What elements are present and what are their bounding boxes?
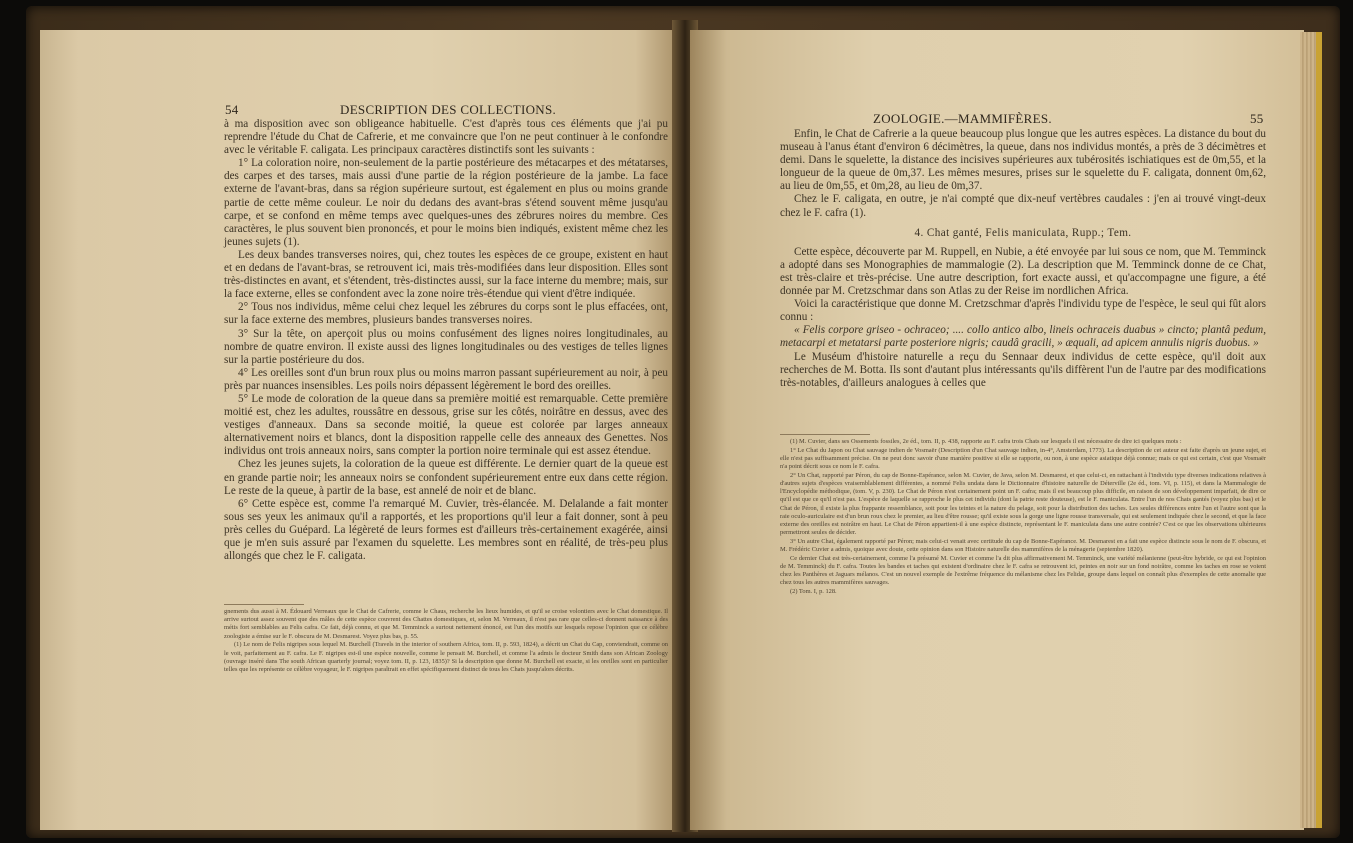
- footnotes: [224, 608, 668, 675]
- paragraph: Chez le F. caligata, en outre, je n'ai compté que dix-neuf vertèbres caudales : j'en ai trouvé vingt-deux chez le F. cafra (1).: [780, 193, 1266, 219]
- latin-quote: « Felis corpore griseo - ochraceo; .... collo antico albo, lineis ochraceis duabus » cincto; plantâ pedum, metacarpi et metatarsi parte posteriore nigris; caudâ gracili, » æquali, ad apicem annulis nigris duobus. »: [780, 324, 1266, 350]
- paragraph: Chez les jeunes sujets, la coloration de la queue est différente. Le dernier quart de la queue est en grande partie noir; les anneaux noirs se confondent supérieurement entre eux dans cette région. Le reste de la queue, à partir de la base, est annelé de noir et de blanc.: [224, 458, 668, 497]
- paragraph: 3° Sur la tête, on aperçoit plus ou moins confusément des lignes noires longitudinales, au nombre de quatre environ. Il existe aussi des lignes longitudinales ou des vestiges de telles lignes sur la partie postérieure du dos.: [224, 327, 668, 366]
- paragraph: Les deux bandes transverses noires, qui, chez toutes les espèces de ce groupe, existent en haut et en dedans de l'avant-bras, se retrouvent ici, mais très-modifiées dans leur disposition. Elles sont très-distinctes en avant, et s'étendent, très-distinctes aussi, sur la face interne du membre; mais, sur la face externe, elles se confondent avec la zone noire très-étendue qui vient d'être indiquée.: [224, 248, 668, 301]
- running-title: DESCRIPTION DES COLLECTIONS.: [340, 102, 557, 117]
- footnote: 3° Un autre Chat, également rapporté par Péron; mais celui-ci venait avec certitude du cap de Bonne-Espérance. M. Desmarest en a fait une espèce distincte sous le nom de F. obscura, et M. Frédéric Cuvier a admis, quoique avec doute, cette opinion dans son Histoire naturelle des mammifères de la ménagerie (septembre 1820).: [780, 537, 1266, 554]
- paragraph: 4° Les oreilles sont d'un brun roux plus ou moins marron passant supérieurement au noir, à peu près par nuances insensibles. Les poils noirs dépassent légèrement le bord des oreilles.: [224, 366, 668, 392]
- main-text: [224, 118, 668, 563]
- paragraph: à ma disposition avec son obligeance habituelle. C'est d'après tous ces éléments que j'ai pu reprendre l'étude du Chat de Cafrerie, et me convaincre que l'on ne peut continuer à le confondre avec le véritable F. caligata. Les principaux caractères distinctifs sont les suivants :: [224, 118, 668, 157]
- running-title: ZOOLOGIE.—MAMMIFÈRES.: [873, 111, 1052, 126]
- footnote: (1) Le nom de Felis nigripes sous lequel M. Burchell (Travels in the interior of southern Africa, tom. II, p. 593, 1824), a décrit un Chat du Cap, conviendrait, comme on le voit, parfaitement au F. cafra. Le F. nigripes est-il une espèce nouvelle, comme le pensait M. Burchell, et comme l'a admis le docteur Smith dans son African Zoology (ouvrage inséré dans The south African quarterly journal; voyez tom. II, p. 123, 1835)? Si la description que donne M. Burchell est exacte, si les oreilles sont en particulier telles que les représente ce célèbre voyageur, le F. nigripes paraîtrait en effet spécifiquement distinct de tous les Chats jusqu'alors décrits.: [224, 641, 668, 673]
- paragraph: Le Muséum d'histoire naturelle a reçu du Sennaar deux individus de cette espèce, qu'il doit aux recherches de M. Botta. Ils sont d'autant plus intéressants qu'ils diffèrent l'un de l'autre par des modifications très-notables, d'ailleurs analogues à celles que: [780, 350, 1266, 389]
- footnote: Ce dernier Chat est très-certainement, comme l'a présumé M. Cuvier et comme l'a dit plus affirmativement M. Temminck, une variété mélanienne (peut-être hybride, ce qui est l'opinion de M. Temminck) du F. cafra. Toutes les bandes et taches qui existent d'ordinaire chez le F. cafra se retrouvent ici, peintes en noir sur un fond noirâtre, comme les taches en rose se voient chez les Panthères et Jaguars mélanos. C'est un nouvel exemple de l'extrême fréquence du mélanisme chez les Felidæ, groupe dans lequel on connaît plus d'exemples de cette anomalie que chez tous les autres mammifères sauvages.: [780, 554, 1266, 587]
- main-text: [780, 128, 1266, 390]
- paragraph: 1° La coloration noire, non-seulement de la partie postérieure des métacarpes et des métatarses, des carpes et des tarses, mais aussi d'une partie de la région postérieure de la jambe. La face externe de l'avant-bras, dans sa région supérieure surtout, est également en plus ou moins grande partie de cette même couleur. Le noir du dedans des avant-bras s'étend souvent même jusqu'au carpe, et se confond en même temps avec quelques-unes des zébrures noires du membre. Ces caractères, le plus souvent bien prononcés, et pour le moins bien indiqués, existent même chez les jeunes sujets (1).: [224, 157, 668, 248]
- footnotes: [780, 438, 1266, 597]
- page-number: 54: [225, 102, 239, 117]
- footnote: (2) Tom. I, p. 128.: [790, 588, 837, 596]
- paragraph: 5° Le mode de coloration de la queue dans sa première moitié est remarquable. Cette première moitié est, chez les adultes, roussâtre en dessous, grise sur les côtés, noirâtre en dessus, avec des vestiges d'anneaux. Dans sa seconde moitié, la queue est colorée par larges anneaux alternativement noirs et blancs, dont la disposition rappelle celle des anneaux des Genettes. Nos individus ont trois anneaux noirs, sans compter la portion noire terminale qui est assez étendue.: [224, 392, 668, 458]
- footnote: 1° Le Chat du Japon ou Chat sauvage indien de Vosmaër (Description d'un Chat sauvage indien, in-4°, Amsterdam, 1773). La description de cet auteur est faite d'après un jeune sujet, et elle n'est pas suffisamment précise. On ne peut donc savoir d'une manière positive si elle se rapporte, ou non, à une espèce asiatique déjà connue; mais ce qui est certain, c'est que Vosmaër n'a point décrit sous ce nom le F. cafra.: [780, 446, 1266, 471]
- footnote-rule: [780, 434, 870, 435]
- footnote: (1) M. Cuvier, dans ses Ossements fossiles, 2e éd., tom. II, p. 438, rapporte au F. cafra trois Chats sur lesquels il est nécessaire de dire ici quelques mots :: [790, 438, 1182, 445]
- footnote: gnements dus aussi à M. Édouard Verreaux que le Chat de Cafrerie, comme le Chaus, recherche les lieux humides, et qu'il se croise volontiers avec le Chat domestique. Il arrive surtout assez souvent que des mâles de cette espèce couvrent des Chattes domestiques, et, selon M. Verreaux, il n'est pas rare que celles-ci donnent naissance à des métis fort semblables au Felis cafra. Ce fait, déjà connu, et que M. Temminck a surtout nettement énoncé, est l'un des motifs sur lesquels repose l'opinion que ce célèbre zoologiste a émise sur le F. obscura de M. Desmarest. Voyez plus bas, p. 55.: [224, 608, 668, 640]
- page-number: 55: [1250, 111, 1264, 126]
- paragraph: 6° Cette espèce est, comme l'a remarqué M. Cuvier, très-élancée. M. Delalande a fait monter sous ses yeux les animaux qu'il a rapportés, et les proportions qu'il leur a fait donner, sont à peu près celles du Guépard. La légèreté de leurs formes est d'ailleurs très-certainement exagérée, ainsi que je m'en suis assuré par l'examen du squelette. Les membres sont en réalité, de très-peu plus allongés que chez le F. caligata.: [224, 497, 668, 563]
- paragraph: Enfin, le Chat de Cafrerie a la queue beaucoup plus longue que les autres espèces. La distance du bout du museau à l'anus étant d'environ 6 décimètres, la queue, dans nos individus montés, a près de 3 décimètres et demi. Dans le squelette, la distance des incisives supérieures aux tubérosités ischiatiques est de 0m,55, et la longueur de la queue de 0m,37. Les mêmes mesures, prises sur le squelette du F. caligata, donnent 0m,62, au lieu de 0m,55, et 0m,28, au lieu de 0m,37.: [780, 128, 1266, 193]
- footnote: 2° Un Chat, rapporté par Péron, du cap de Bonne-Espérance, selon M. Cuvier, de Java, selon M. Desmarest, et que celui-ci, en rattachant à l'individu type diverses indications relatives à d'autres sujets d'espèces vraisemblablement différentes, a nommé Felis undata dans le Dictionnaire d'histoire naturelle de Déterville (2e éd., tom. VI, p. 115), et dans la Mammalogie de l'Encyclopédie méthodique, (tom. V, p. 230). Le Chat de Péron n'est certainement point un F. cafra; mais il est beaucoup plus difficile, en raison de son développement imparfait, de dire ce qu'il est que ce qu'il n'est pas. L'espèce de laquelle se rapproche le plus cet individu (dont la patrie reste douteuse), est le F. maniculata. Entre l'un de nos Chats gantés (voyez plus bas) et le Chat de Péron, il existe la plus frappante ressemblance, soit pour les teintes et la nature du pelage, soit pour la distribution des taches. Les seules différences entre l'un et l'autre sont que la raie oculo-auriculaire est d'un brun roux chez le premier, au lieu d'être rousse; qu'il existe sous la gorge une ligne rousse transversale, qui est seulement indiquée chez le second, et que la face externe des oreilles est noirâtre en haut. Le Chat de Péron appartient-il à une espèce distincte, représentant le F. maniculata dans une autre contrée? C'est ce que les observations ultérieures permettront seules de décider.: [780, 471, 1266, 537]
- left-page: [40, 30, 680, 830]
- right-page: [690, 30, 1304, 830]
- section-heading: 4. Chat ganté, Felis maniculata, Rupp.; Tem.: [914, 226, 1132, 239]
- paragraph: 2° Tous nos individus, même celui chez lequel les zébrures du corps sont le plus effacées, ont, sur la face externe des membres, plusieurs bandes transverses noires.: [224, 301, 668, 327]
- footnote-rule: [224, 604, 304, 605]
- paragraph: Voici la caractéristique que donne M. Cretzschmar d'après l'individu type de l'espèce, le seul qui fût alors connu :: [780, 298, 1266, 324]
- gilt-edge: [1316, 32, 1322, 828]
- paragraph: Cette espèce, découverte par M. Ruppell, en Nubie, a été envoyée par lui sous ce nom, que M. Temminck a adopté dans ses Monographies de mammalogie (2). La description que M. Temminck donne de ce Chat, est très-claire et très-précise. Une autre description, fort exacte aussi, et qu'accompagne une figure, a été donnée par M. Cretzschmar dans son Atlas zu der Reise im nordlichen Africa.: [780, 245, 1266, 298]
- page-edges: [1300, 32, 1322, 828]
